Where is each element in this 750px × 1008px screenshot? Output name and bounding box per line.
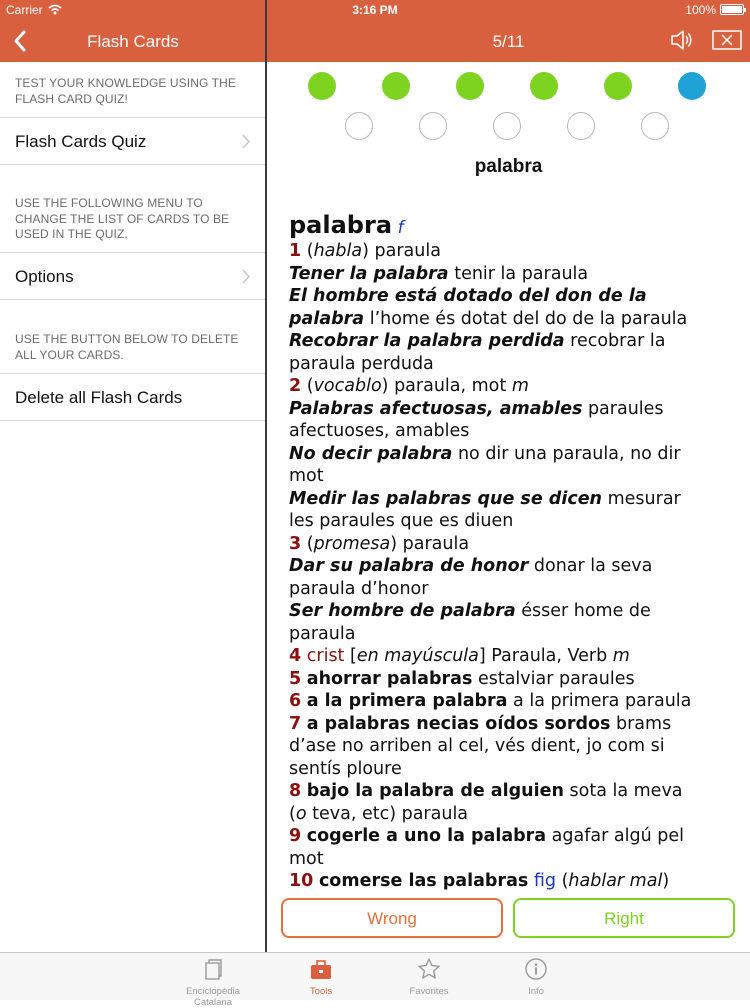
example-6b: les paraules que es diuen [289, 511, 514, 531]
sense-7b: d’ase no arriben al cel, vés dient, jo com si [289, 736, 665, 756]
sense-6: 6 a la primera palabra a la primera paraula [289, 691, 692, 711]
delete-all-flash-cards-label: Delete all Flash Cards [15, 388, 183, 407]
tab-favorites[interactable] [384, 953, 474, 1001]
star-icon [417, 957, 441, 981]
progress-dot-done [382, 72, 410, 100]
sense-8a: 8 bajo la palabra de alguien sota la meva [289, 781, 683, 801]
progress-dot-empty [641, 112, 669, 140]
entry-headword-line [289, 210, 734, 240]
flash-cards-quiz-row[interactable] [0, 117, 265, 165]
progress-dot-done [530, 72, 558, 100]
tab-label: Favorites [409, 986, 449, 997]
right-panel [267, 62, 750, 952]
example-7b: paraula d’honor [289, 578, 429, 599]
tab-label: Tools [309, 986, 333, 997]
example-5b: mot [289, 466, 324, 486]
options-note: USE THE FOLLOWING MENU TO CHANGE THE LIST OF CARDS TO BE USED IN THE QUIZ. [15, 196, 230, 241]
example-4b: afectuoses, amables [289, 421, 470, 441]
battery-icon [720, 4, 744, 15]
sense-9a: 9 cogerle a uno la palabra agafar algú pel [289, 826, 684, 846]
sense-1: 1 (habla) paraula [289, 241, 441, 261]
gender-label: f [397, 218, 404, 238]
toolbox-icon [309, 957, 333, 981]
example-8a: Ser hombre de palabra ésser home de [289, 601, 651, 621]
example-5a: No decir palabra no dir una paraula, no dir [289, 443, 681, 464]
progress-dot-empty [567, 112, 595, 140]
tab-label: Enciclopèdia Catalana [186, 986, 240, 1008]
top-bar [0, 0, 750, 62]
tab-tools[interactable] [276, 953, 366, 1001]
right-button[interactable]: Right [513, 898, 735, 938]
example-1: Tener la palabra tenir la paraula [289, 263, 589, 284]
left-nav-bar [0, 20, 266, 62]
example-8b: paraula [289, 623, 356, 644]
progress-dot-done [604, 72, 632, 100]
sense-7a: 7 a palabras necias oídos sordos brams [289, 713, 672, 734]
example-2b: palabra l’home és dotat del do de la paraula [289, 308, 688, 329]
close-card-icon[interactable] [712, 30, 742, 50]
sense-4: 4 crist [en mayúscula] Paraula, Verb m [289, 646, 630, 666]
dictionary-entry [289, 210, 734, 891]
delete-note: USE THE BUTTON BELOW TO DELETE ALL YOUR CARDS. [15, 332, 239, 362]
carrier-label: Carrier [6, 3, 43, 17]
sense-2: 2 (vocablo) paraula, mot m [289, 376, 529, 396]
left-panel [0, 62, 265, 952]
sense-3: 3 (promesa) paraula [289, 533, 470, 554]
flash-cards-quiz-label: Flash Cards Quiz [15, 132, 147, 151]
chevron-right-icon [241, 133, 251, 150]
sense-9b: mot [289, 848, 324, 869]
battery-percent: 100% [685, 3, 716, 17]
delete-all-flash-cards-row[interactable] [0, 373, 265, 421]
tab-label: Info [528, 986, 544, 997]
entry-headword: palabra [289, 211, 393, 239]
progress-dot-empty [493, 112, 521, 140]
status-time: 3:16 PM [352, 3, 398, 17]
progress-dot-done [308, 72, 336, 100]
progress-dot-empty [345, 112, 373, 140]
progress-dot-empty [419, 112, 447, 140]
progress-dot-done [456, 72, 484, 100]
quiz-note: TEST YOUR KNOWLEDGE USING THE FLASH CARD QUIZ! [15, 76, 236, 106]
right-nav-bar [267, 20, 750, 62]
sense-8b: (o teva, etc) paraula [289, 803, 469, 824]
left-nav-title: Flash Cards [87, 32, 179, 51]
info-icon [524, 957, 548, 981]
tab-bar [0, 952, 750, 1008]
sense-7c: sentís ploure [289, 758, 402, 779]
tab-enciclopedia-catalana[interactable] [168, 953, 258, 1008]
wrong-button[interactable]: Wrong [281, 898, 503, 938]
sense-10: 10 comerse las palabras fig (hablar mal) [289, 871, 670, 891]
example-7a: Dar su palabra de honor donar la seva [289, 556, 653, 576]
progress-dot-current [678, 72, 706, 100]
example-3b: paraula perduda [289, 353, 434, 374]
example-2a: El hombre está dotado del don de la [289, 286, 647, 306]
card-counter: 5/11 [492, 32, 525, 51]
options-label: Options [15, 267, 74, 286]
status-bar [0, 0, 750, 20]
speaker-icon[interactable] [669, 27, 695, 53]
chevron-right-icon [241, 268, 251, 285]
example-3a: Recobrar la palabra perdida recobrar la [289, 331, 666, 351]
example-4a: Palabras afectuosas, amables paraules [289, 398, 664, 419]
tab-info[interactable] [491, 953, 581, 1001]
options-row[interactable] [0, 252, 265, 300]
example-6a: Medir las palabras que se dicen mesurar [289, 488, 681, 509]
sense-5: 5 ahorrar palabras estalviar paraules [289, 668, 635, 689]
card-word: palabra [474, 156, 543, 177]
book-stack-icon [201, 957, 225, 981]
